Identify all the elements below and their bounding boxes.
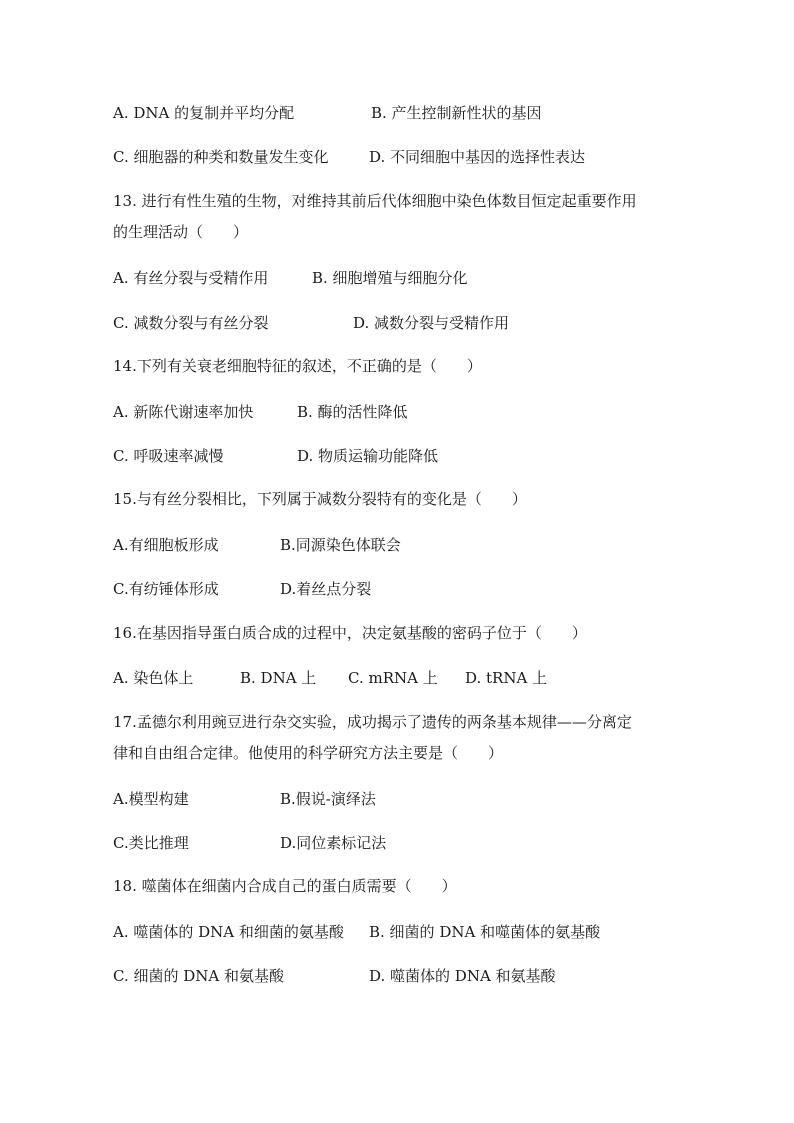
q12-option-a: A. DNA 的复制并平均分配 [113,104,295,122]
q18-option-b: B. 细菌的 DNA 和噬菌体的氨基酸 [369,923,601,941]
q15-option-b: B.同源染色体联会 [280,536,401,554]
q13-option-b: B. 细胞增殖与细胞分化 [312,269,468,287]
q14-stem: 14.下列有关衰老细胞特征的叙述，不正确的是（ ） [113,357,482,375]
q18-option-d: D. 噬菌体的 DNA 和氨基酸 [369,967,556,985]
q13-stem-line2: 的生理活动（ ） [113,223,249,241]
q12-option-b: B. 产生控制新性状的基因 [371,104,542,122]
q17-option-c: C.类比推理 [113,834,189,852]
q15-option-d: D.着丝点分裂 [280,580,372,598]
q17-option-d: D.同位素标记法 [280,834,387,852]
q14-option-c: C. 呼吸速率减慢 [113,447,224,465]
q16-option-d: D. tRNA 上 [465,669,548,687]
q13-option-a: A. 有丝分裂与受精作用 [113,269,269,287]
q14-option-b: B. 酶的活性降低 [297,403,408,421]
q18-option-a: A. 噬菌体的 DNA 和细菌的氨基酸 [113,923,344,941]
q15-option-c: C.有纺锤体形成 [113,580,219,598]
q15-stem: 15.与有丝分裂相比，下列属于减数分裂特有的变化是（ ） [113,490,527,508]
q17-stem-line1: 17.孟德尔利用豌豆进行杂交实验，成功揭示了遗传的两条基本规律——分离定 [113,713,632,731]
q16-option-b: B. DNA 上 [240,669,317,687]
q13-option-d: D. 减数分裂与受精作用 [353,314,510,332]
q13-option-c: C. 减数分裂与有丝分裂 [113,314,269,332]
q16-option-c: C. mRNA 上 [348,669,438,687]
q17-stem-line2: 律和自由组合定律。他使用的科学研究方法主要是（ ） [113,744,504,762]
q13-stem-line1: 13. 进行有性生殖的生物，对维持其前后代体细胞中染色体数目恒定起重要作用 [113,192,637,210]
q12-option-c: C. 细胞器的种类和数量发生变化 [113,148,329,166]
q17-option-a: A.模型构建 [113,790,189,808]
q14-option-a: A. 新陈代谢速率加快 [113,403,254,421]
q17-option-b: B.假说-演绎法 [280,790,376,808]
q16-option-a: A. 染色体上 [113,669,194,687]
q18-stem: 18. 噬菌体在细菌内合成自己的蛋白质需要（ ） [113,877,457,895]
q16-stem: 16.在基因指导蛋白质合成的过程中，决定氨基酸的密码子位于（ ） [113,624,587,642]
q18-option-c: C. 细菌的 DNA 和氨基酸 [113,967,284,985]
q14-option-d: D. 物质运输功能降低 [297,447,439,465]
q15-option-a: A.有细胞板形成 [113,536,219,554]
q12-option-d: D. 不同细胞中基因的选择性表达 [369,148,586,166]
